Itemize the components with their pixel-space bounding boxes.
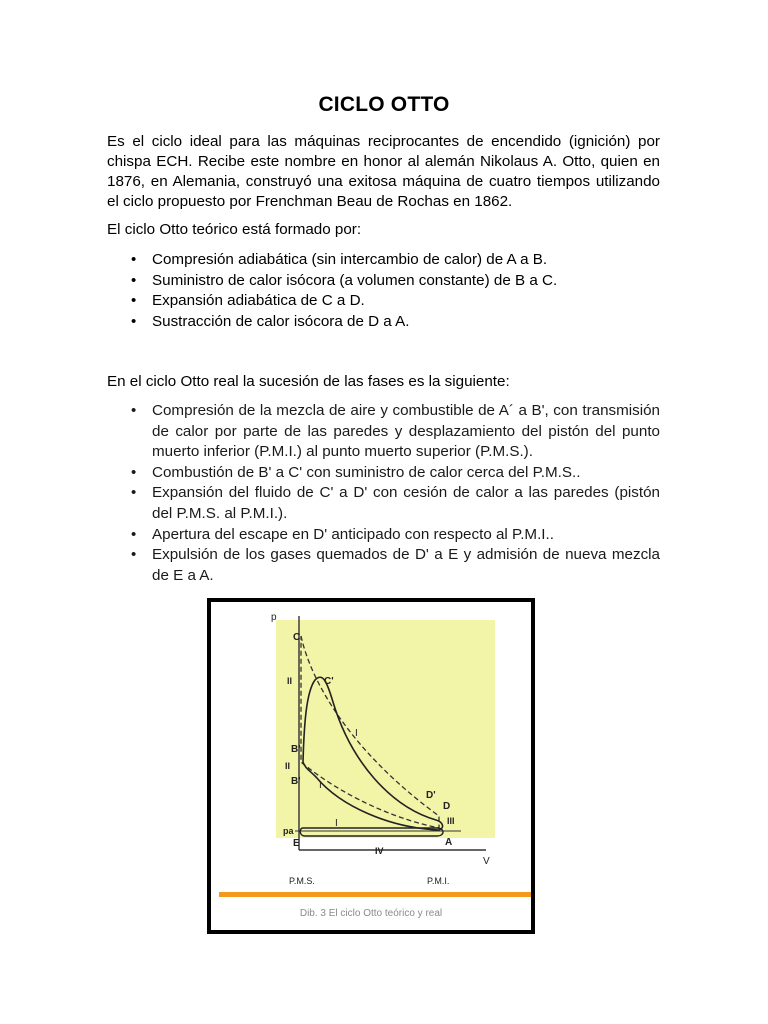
curve-i-label-top: I [355,728,358,739]
point-b-label: B' [291,776,301,787]
list-item: • Combustión de B' a C' con suministro de calor cerca del P.M.S.. [107,463,660,484]
curve-iii-label: III [447,816,455,826]
point-c-label: C [293,632,301,643]
point-c-prime-label: C' [324,676,334,687]
theoretical-steps-list [107,250,660,332]
figure-caption: Dib. 3 El ciclo Otto teórico y real [299,908,443,919]
point-e-label: E [293,838,300,849]
real-steps-list [107,401,660,586]
curve-i-label-mid: I [319,780,322,791]
pms-label: P.M.S. [289,876,315,886]
curve-ii-label-bottom: II [285,761,291,771]
pv-diagram [211,602,531,930]
point-a-label: A [445,837,453,848]
list-item: • Expulsión de los gases quemados de D' a E y admisión de nueva mezcla de E a A. [107,545,660,586]
intro-paragraph: Es el ciclo ideal para las máquinas reciprocantes de encendido (ignición) por chispa ECH. Recibe este nombre en honor al alemán Nikolaus A. Otto, quien en 1876, en Alemania, construyó una exitosa máquina de cuatro tiempos utilizando el ciclo propuesto por Frenchman Beau de Rochas en 1862. [107,133,660,210]
curve-iv-label: IV [375,846,384,856]
curve-i-label-bottom: I [335,818,338,829]
list-item: • Expansión adiabática de C a D. [107,291,660,312]
axis-p-label: p [271,612,277,623]
list-item: • Apertura del escape en D' anticipado con respecto al P.M.I.. [107,525,660,546]
point-d-label: D [443,801,451,812]
list-item: • Expansión del fluido de C' a D' con cesión de calor a las paredes (pistón del P.M.S. al P.M.I.). [107,483,660,524]
theoretical-intro: El ciclo Otto teórico está formado por: [107,221,362,238]
point-b-prime-label: B' [291,744,301,755]
real-intro: En el ciclo Otto real la sucesión de las fases es la siguiente: [107,373,510,390]
caption-accent-bar [219,892,531,897]
otto-cycle-figure [207,598,535,934]
list-item: • Compresión adiabática (sin intercambio de calor) de A a B. [107,250,660,271]
point-d-prime-label: D' [426,790,436,801]
list-item: • Compresión de la mezcla de aire y combustible de A´ a B', con transmisión de calor por parte de las paredes y desplazamiento del pistón del punto muerto inferior (P.M.I.) al punto muerto superior (P.M.S.). [107,401,660,463]
axis-v-label: V [483,856,490,867]
list-item: • Suministro de calor isócora (a volumen constante) de B a C. [107,271,660,292]
list-item: • Sustracción de calor isócora de D a A. [107,312,660,333]
page-title: CICLO OTTO [318,93,450,116]
pmi-label: P.M.I. [427,876,450,886]
curve-ii-label-top: II [287,676,293,686]
plot-background [276,620,495,838]
pa-label: pa [283,826,294,836]
